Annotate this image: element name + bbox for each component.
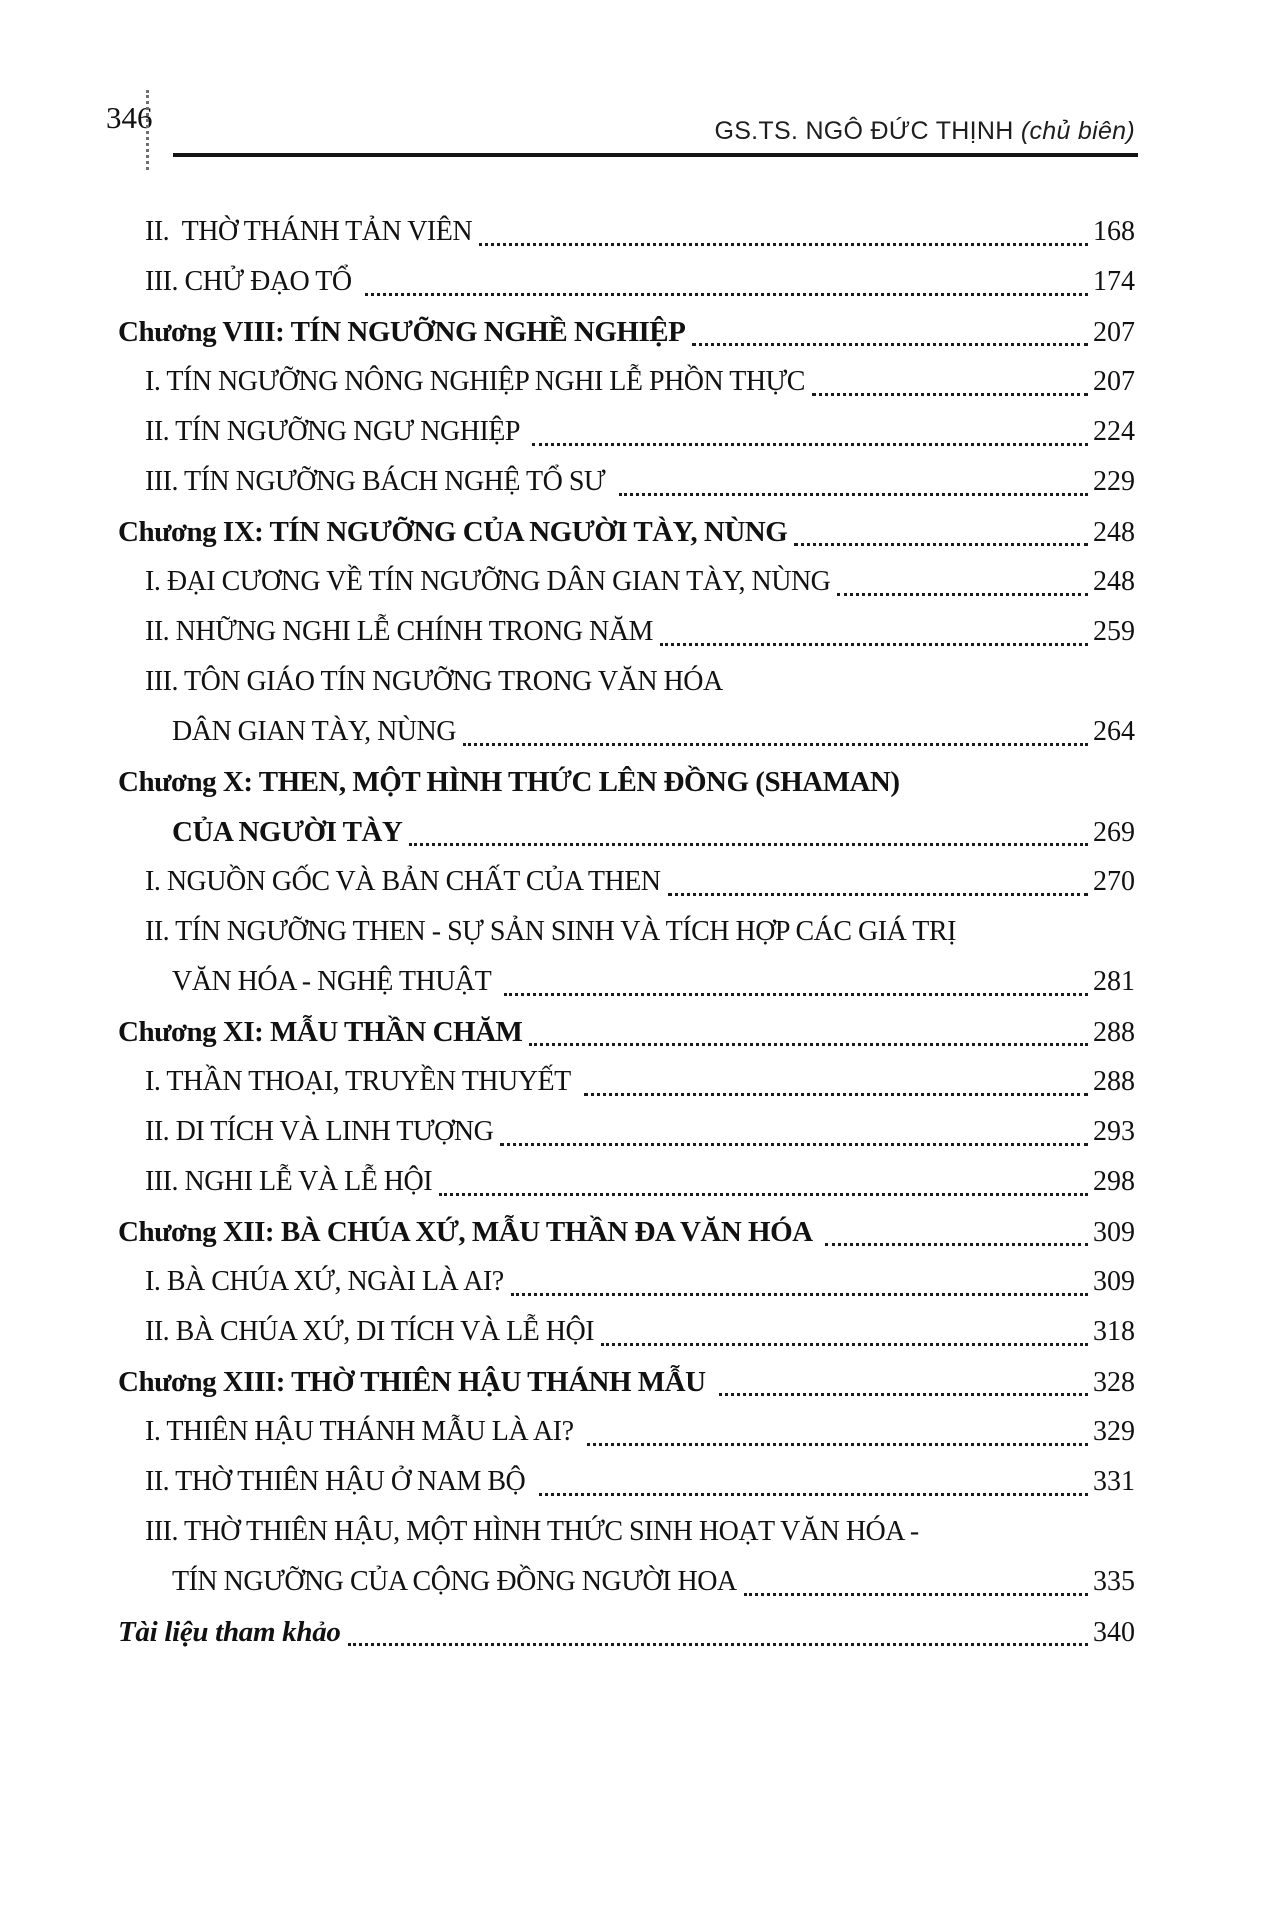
toc-page-number: 174	[1093, 266, 1135, 297]
toc-page-number: 269	[1093, 817, 1135, 848]
toc-entry-title: Chương XI: MẪU THẦN CHĂM	[118, 1016, 523, 1048]
toc-leader-dots	[463, 743, 1088, 746]
toc-page-number: 248	[1093, 566, 1135, 597]
toc-entry-title: I. NGUỒN GỐC VÀ BẢN CHẤT CỦA THEN	[145, 866, 661, 897]
toc-page-number: 298	[1093, 1166, 1135, 1197]
toc-page-number: 224	[1093, 416, 1135, 447]
toc-leader-dots	[365, 293, 1088, 296]
toc-entry-line	[118, 1157, 1135, 1207]
toc-leader-dots	[348, 1643, 1088, 1646]
toc-page-number: 309	[1093, 1266, 1135, 1297]
toc-page-number: 207	[1093, 366, 1135, 397]
toc-entry-title: TÍN NGƯỠNG CỦA CỘNG ĐỒNG NGƯỜI HOA	[172, 1566, 737, 1597]
toc-entry-title: Tài liệu tham khảo	[118, 1616, 341, 1648]
toc-entry-line	[118, 1007, 1135, 1057]
toc-entry-title: II. TÍN NGƯỠNG THEN - SỰ SẢN SINH VÀ TÍCH HỢP CÁC GIÁ TRỊ	[145, 916, 956, 947]
toc-entry-title: III. CHỬ ĐẠO TỔ	[145, 266, 359, 297]
toc-entry-title: I. ĐẠI CƯƠNG VỀ TÍN NGƯỠNG DÂN GIAN TÀY, NÙNG	[145, 566, 831, 597]
toc-page-number: 329	[1093, 1416, 1135, 1447]
author-credit	[714, 117, 1135, 146]
toc-page-number: 281	[1093, 966, 1135, 997]
toc-entry-title: DÂN GIAN TÀY, NÙNG	[172, 716, 456, 747]
toc-entry-title: Chương VIII: TÍN NGƯỠNG NGHỀ NGHIỆP	[118, 316, 686, 348]
page-number: 346	[106, 100, 153, 135]
toc-page-number: 207	[1093, 317, 1135, 348]
toc-page-number: 309	[1093, 1217, 1135, 1248]
toc-leader-dots	[794, 543, 1088, 546]
toc-leader-dots	[601, 1343, 1088, 1346]
toc-entry-line	[118, 457, 1135, 507]
toc-leader-dots	[539, 1493, 1088, 1496]
toc-entry-line	[118, 857, 1135, 907]
toc-entry-line	[118, 1557, 1135, 1607]
toc-entry-line	[118, 707, 1135, 757]
toc-leader-dots	[584, 1093, 1088, 1096]
toc-leader-dots	[504, 993, 1088, 996]
toc-entry-line	[118, 557, 1135, 607]
toc-leader-dots	[511, 1293, 1088, 1296]
toc-entry-title: VĂN HÓA - NGHỆ THUẬT	[172, 966, 498, 997]
toc-page-number: 318	[1093, 1316, 1135, 1347]
toc-page-number: 168	[1093, 216, 1135, 247]
toc-page-number: 229	[1093, 466, 1135, 497]
toc-entry-line	[118, 957, 1135, 1007]
toc-leader-dots	[532, 443, 1088, 446]
toc-leader-dots	[500, 1143, 1088, 1146]
toc-entry-line	[118, 357, 1135, 407]
toc-entry-title: I. THẦN THOẠI, TRUYỀN THUYẾT	[145, 1066, 577, 1097]
toc-entry-line	[118, 207, 1135, 257]
toc-entry-title: I. BÀ CHÚA XỨ, NGÀI LÀ AI?	[145, 1266, 504, 1297]
toc-entry-line	[118, 1207, 1135, 1257]
toc-leader-dots	[587, 1443, 1088, 1446]
toc-entry-line	[118, 1057, 1135, 1107]
toc-entry-line	[118, 1507, 1135, 1557]
toc-page-number: 288	[1093, 1066, 1135, 1097]
toc-entry-line	[118, 1257, 1135, 1307]
toc-entry-title: Chương IX: TÍN NGƯỠNG CỦA NGƯỜI TÀY, NÙNG	[118, 516, 788, 548]
toc-leader-dots	[744, 1593, 1088, 1596]
toc-entry-title: I. TÍN NGƯỠNG NÔNG NGHIỆP NGHI LỄ PHỒN THỰC	[145, 366, 805, 397]
toc-entry-line	[118, 307, 1135, 357]
author-credit-name: GS.TS. NGÔ ĐỨC THỊNH	[714, 117, 1021, 145]
toc-entry-line	[118, 407, 1135, 457]
toc-entry-title: II. THỜ THIÊN HẬU Ở NAM BỘ	[145, 1466, 532, 1497]
toc-entry-line	[118, 1307, 1135, 1357]
author-credit-role: (chủ biên)	[1020, 117, 1135, 145]
table-of-contents	[118, 207, 1135, 1657]
toc-leader-dots	[825, 1243, 1088, 1246]
toc-page-number: 248	[1093, 517, 1135, 548]
toc-page-number: 331	[1093, 1466, 1135, 1497]
toc-entry-line	[118, 1457, 1135, 1507]
toc-entry-title: II. DI TÍCH VÀ LINH TƯỢNG	[145, 1116, 494, 1147]
header-rule	[173, 153, 1138, 157]
toc-entry-line	[118, 257, 1135, 307]
toc-entry-line	[118, 1107, 1135, 1157]
toc-entry-line	[118, 907, 1135, 957]
toc-entry-title: II. NHỮNG NGHI LỄ CHÍNH TRONG NĂM	[145, 616, 653, 647]
toc-page-number: 259	[1093, 616, 1135, 647]
toc-leader-dots	[660, 643, 1088, 646]
toc-entry-line	[118, 807, 1135, 857]
toc-entry-title: Chương XII: BÀ CHÚA XỨ, MẪU THẦN ĐA VĂN HÓA	[118, 1216, 818, 1248]
toc-leader-dots	[719, 1393, 1088, 1396]
toc-entry-line	[118, 757, 1135, 807]
toc-page-number: 293	[1093, 1116, 1135, 1147]
toc-entry-line	[118, 1607, 1135, 1657]
toc-entry-title: III. TÍN NGƯỠNG BÁCH NGHỆ TỔ SƯ	[145, 466, 612, 497]
toc-page-number: 270	[1093, 866, 1135, 897]
toc-entry-line	[118, 1357, 1135, 1407]
toc-entry-line	[118, 657, 1135, 707]
toc-entry-title: III. THỜ THIÊN HẬU, MỘT HÌNH THỨC SINH HOẠT VĂN HÓA -	[145, 1516, 919, 1547]
toc-entry-title: II. TÍN NGƯỠNG NGƯ NGHIỆP	[145, 416, 526, 447]
toc-leader-dots	[692, 343, 1088, 346]
toc-leader-dots	[619, 493, 1088, 496]
toc-entry-title: Chương X: THEN, MỘT HÌNH THỨC LÊN ĐỒNG (SHAMAN)	[118, 766, 900, 798]
toc-leader-dots	[529, 1043, 1088, 1046]
toc-leader-dots	[812, 393, 1088, 396]
toc-leader-dots	[668, 893, 1088, 896]
toc-page-number: 328	[1093, 1367, 1135, 1398]
toc-entry-title: Chương XIII: THỜ THIÊN HẬU THÁNH MẪU	[118, 1366, 713, 1398]
toc-entry-title: II. BÀ CHÚA XỨ, DI TÍCH VÀ LỄ HỘI	[145, 1316, 595, 1347]
toc-page-number: 335	[1093, 1566, 1135, 1597]
toc-leader-dots	[837, 593, 1088, 596]
toc-entry-title: II. THỜ THÁNH TẢN VIÊN	[145, 216, 473, 247]
toc-leader-dots	[479, 243, 1088, 246]
toc-entry-line	[118, 607, 1135, 657]
toc-entry-title: CỦA NGƯỜI TÀY	[172, 816, 403, 848]
toc-entry-title: I. THIÊN HẬU THÁNH MẪU LÀ AI?	[145, 1416, 581, 1447]
toc-page-number: 288	[1093, 1017, 1135, 1048]
toc-entry-line	[118, 1407, 1135, 1457]
toc-entry-title: III. TÔN GIÁO TÍN NGƯỠNG TRONG VĂN HÓA	[145, 666, 723, 697]
toc-leader-dots	[409, 843, 1088, 846]
toc-page-number: 264	[1093, 716, 1135, 747]
toc-leader-dots	[439, 1193, 1088, 1196]
header-dotted-divider	[146, 90, 149, 170]
toc-page-number: 340	[1093, 1617, 1135, 1648]
toc-entry-line	[118, 507, 1135, 557]
toc-entry-title: III. NGHI LỄ VÀ LỄ HỘI	[145, 1166, 433, 1197]
